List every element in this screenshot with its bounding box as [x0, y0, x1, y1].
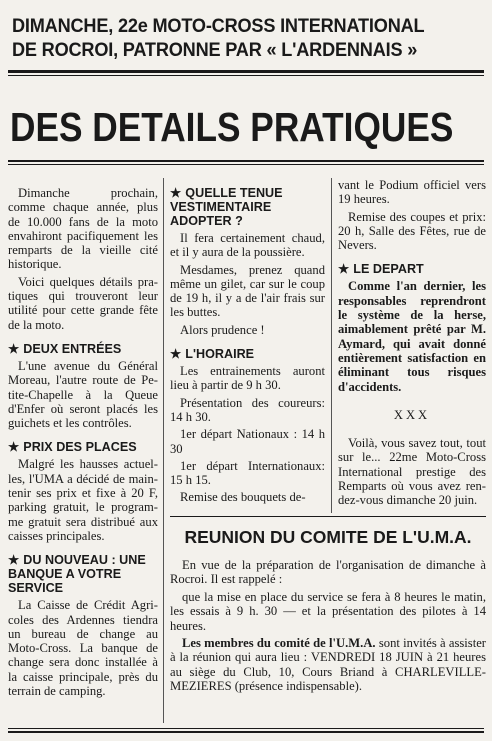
article-kicker [12, 14, 449, 62]
headline: DES DETAILS PRATIQUES [10, 104, 454, 150]
reunion-body [170, 558, 486, 697]
closing-paragraph: Voilà, vous savez tout, tout sur le... 22me Moto-Cross International prestige des Remparts où vous avez rendez-vous dimanche 20 juin. [338, 436, 486, 508]
horaire-line-2: Présentation des coureurs: 14 h 30. [170, 395, 325, 424]
reunion-paragraph-2: que la mise en place du service se fera à 8 heures le matin, les essais à 9 h. 30 — et la présentation des pilotes à 14 heures. [170, 589, 486, 633]
top-rule [8, 70, 484, 73]
tenue-paragraph-3: Alors prudence ! [180, 322, 265, 337]
section-heading-prix: ★ PRIX DES PLACES [8, 440, 137, 455]
horaire-line-5: Remise des bouquets de- [180, 490, 306, 505]
depart-paragraph: Comme l'an dernier, les responsables reprendront le système de la herse, aimablement prêté par M. Aymard, qui avait donné entièrement satisfaction en éliminant tous risques d'accidents. [338, 279, 486, 394]
tenue-paragraph-1: Il fera certainement chaud, et il y aura de la poussière. [170, 231, 325, 260]
reunion-top-rule [170, 516, 486, 517]
separator-mark: XXX [393, 407, 431, 422]
reunion-paragraph-1: En vue de la préparation de l'organisation de dimanche à Rocroi. Il est rappelé : [170, 558, 486, 587]
star-icon: ★ [170, 347, 182, 362]
section-heading-depart: ★ LE DEPART [338, 262, 424, 277]
section-heading-horaire: ★ L'HORAIRE [170, 347, 255, 362]
section-heading-nouveau: ★ DU NOUVEAU : UNE BANQUE A VOTRE SERVICE [8, 553, 146, 596]
section-heading-entrees: ★ DEUX ENTRÉES [8, 341, 122, 356]
column-1 [8, 186, 158, 701]
star-icon: ★ [338, 262, 350, 277]
bottom-rule-thick [8, 731, 484, 733]
intro-paragraph-2: Voici quelques détails pratiques qui trouveront leur utilité pour cette grande fête de la moto. [8, 274, 158, 332]
kicker-line-1: DIMANCHE, 22e MOTO-CROSS INTERNATIONAL [12, 15, 425, 37]
continuation-paragraph-1: vant le Podium officiel vers 19 heures. [338, 178, 486, 207]
nouveau-paragraph: La Caisse de Crédit Agricoles des Ardennes tiendra un bureau de change au Moto-Cross. La banque de change sera donc installée à la caisse principale, près du terrain de camping. [8, 598, 158, 699]
bottom-rule [8, 728, 484, 729]
top-rule-thin [8, 75, 484, 76]
star-icon: ★ [8, 553, 20, 568]
reunion-title: REUNION DU COMITE DE L'U.M.A. [184, 527, 472, 547]
intro-paragraph-1: Dimanche prochain, comme chaque année, plus de 10.000 fans de la moto envahiront pacifiquement les remparts de la vieille cité historique. [8, 186, 158, 272]
continuation-paragraph-2: Remise des coupes et prix: 20 h, Salle des Fêtes, rue de Nevers. [338, 209, 486, 253]
star-icon: ★ [8, 341, 20, 356]
column-divider-2 [331, 178, 332, 513]
headline-rule [8, 160, 484, 162]
section-heading-tenue: ★ QUELLE TENUE VESTIMENTAIRE ADOPTER ? [170, 186, 283, 228]
column-2 [170, 186, 325, 508]
entrees-paragraph: L'une avenue du Général Moreau, l'autre route de Petite-Chapelle à la Queue d'Enfer où seront placés les guichets et les contrôles. [8, 358, 158, 431]
kicker-line-2: DE ROCROI, PATRONNE PAR « L'ARDENNAIS » [12, 39, 418, 61]
reunion-paragraph-3 [170, 636, 486, 694]
star-icon: ★ [170, 186, 182, 200]
column-divider-1 [163, 178, 164, 723]
horaire-line-4: 1er départ Internationaux: 15 h 15. [170, 458, 325, 488]
reunion-paragraph-3-text: sont invités à assister à la réunion qui aura lieu : VENDREDI 18 JUIN à 21 heures au siège du Club, 10, Cours Briand à CHARLEVILLE-MEZIERES (présence indispensable). [170, 636, 486, 694]
prix-paragraph: Malgré les hausses actuelles, l'UMA a décidé de maintenir ses prix et fixe à 20 F, parking gratuit, le programme gratuit sera distribué aux caisses principales. [8, 457, 158, 543]
tenue-paragraph-2: Mesdames, prenez quand même un gilet, car sur le coup de 19 h, il y a de l'air frais sur les buttes. [170, 262, 325, 320]
horaire-line-3: 1er départ Nationaux : 14 h 30 [170, 427, 325, 456]
star-icon: ★ [8, 440, 20, 455]
reunion-bold-lead: Les membres du comité de l'U.M.A. [182, 636, 376, 651]
horaire-line-1: Les entrainements auront lieu à partir de 9 h 30. [170, 364, 325, 393]
column-3 [338, 178, 486, 511]
headline-rule-thin [8, 164, 484, 165]
